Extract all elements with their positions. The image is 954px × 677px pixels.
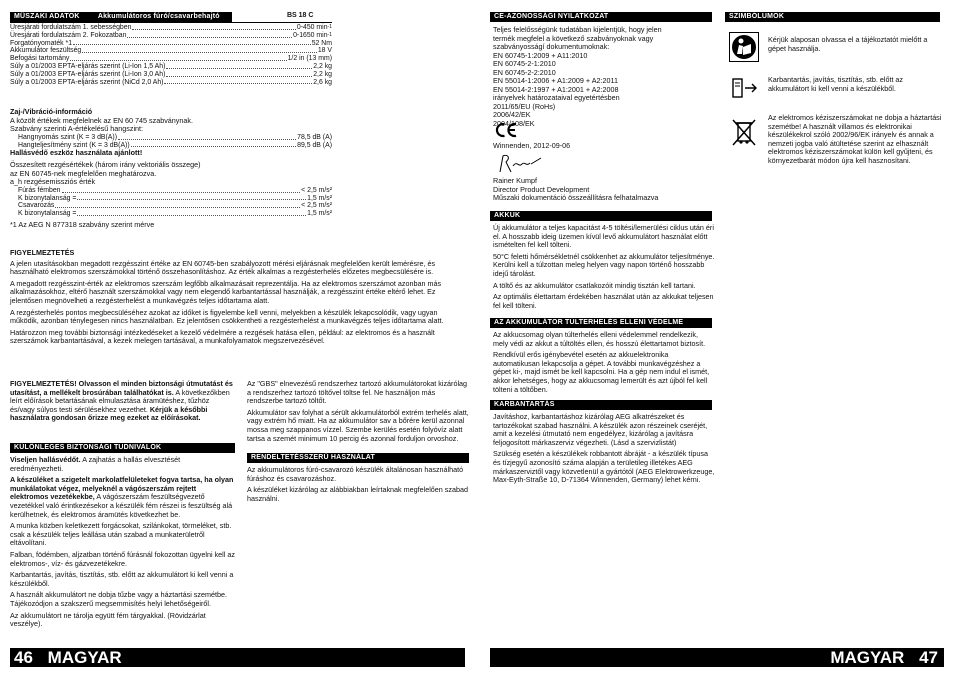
vibration-line-2: az EN 60745-nek megfelelően meghatározva. xyxy=(10,168,157,178)
model-number: BS 18 C xyxy=(287,12,314,19)
remove-battery-icon xyxy=(729,76,759,100)
ce-header: CE-AZONOSSÁGI NYILATKOZAT xyxy=(490,12,712,22)
row-value: 2,6 kg xyxy=(313,78,332,86)
battery-acid: Akkumulátor sav folyhat a sérült akkumulátorból extrém terhelés alatt, vagy extrém hő miatt. Ha az akkumulátor sav a bőrére kerül azonnal mossa meg szappanos vízzel. Szembe kerülés esetén folyóvíz alatt tartsa a szemét minimum 10 percig és azonnal forduljon orvoshoz. xyxy=(247,407,469,443)
ce-line: szabványosságí dokumentumoknak: xyxy=(493,42,610,51)
row-label: Súly a 01/2003 EPTA-eljárás szerint (Li-Ion 3,0 Ah) xyxy=(10,70,166,78)
ce-line: EN 60745-2-2:2010 xyxy=(493,67,556,77)
row-value: 1/2 in (13 mm) xyxy=(287,55,332,63)
product-name: Akkumulátoros fúró/csavarbehajtó xyxy=(97,13,220,20)
signature xyxy=(497,152,547,174)
ce-line: EN 60745-1:2009 + A11:2010 xyxy=(493,50,588,60)
signer-title: Director Product Development xyxy=(493,184,590,194)
overload-section xyxy=(493,331,715,397)
weee-symbol xyxy=(730,118,758,148)
proper-use-1: Az akkumulátoros fúró-csavarozó készülék általánosan használható fúráshoz és csavarozáshoz. xyxy=(247,465,464,483)
row-value: 2,2 kg xyxy=(313,62,332,70)
row-value: 18 V xyxy=(317,47,332,55)
tech-header-rule xyxy=(10,22,332,23)
battery-system-section xyxy=(247,380,469,446)
leader-dots xyxy=(166,63,312,69)
drilling-caution: Falban, födémben, aljzatban történő fúrásnál fokozottan ügyelni kell az elektromos-, víz- és gázvezetékekre. xyxy=(10,549,235,568)
maintenance-section xyxy=(493,413,715,488)
symbols-header: SZIMBÓLUMOK xyxy=(725,12,940,22)
signer-name: Rainer Kumpf xyxy=(493,176,537,185)
ce-mark-icon xyxy=(494,122,518,138)
table-row xyxy=(10,71,332,79)
ce-line: 2006/42/EK xyxy=(493,110,531,119)
signer-authorization: Műszaki dokumentáció összeállításra felhatalmazva xyxy=(493,193,659,203)
read-manual-symbol xyxy=(729,32,759,62)
row-label: Súly a 01/2003 EPTA-eljárás szerint (NiCd 2,0 Ah) xyxy=(10,78,164,86)
noise-line-1: A közölt értékek megfelelnek az EN 60 745 szabványnak. xyxy=(10,115,193,125)
noise-line-2: Szabvány szerinti A-értékelésű hangszint: xyxy=(10,124,144,134)
leader-dots xyxy=(132,24,295,30)
batteries-p4: Az optimális élettartam érdekében használat után az akkukat teljesen fel kell tölteni. xyxy=(493,292,714,310)
proper-use-2: A készüléket kizárólag az alábbiakban leírtaknak megfelelően szabad használni. xyxy=(247,485,468,503)
leader-dots xyxy=(127,32,292,38)
row-value: 1,5 m/s² xyxy=(307,210,332,218)
ce-line: 2004/108/EK xyxy=(493,118,535,128)
right-footer-bar xyxy=(490,648,944,667)
batteries-p3: A töltő és az akkumulátor csatlakozóit mindig tisztán kell tartani. xyxy=(493,280,696,290)
row-value: 2,2 kg xyxy=(313,70,332,78)
ce-line: 2011/65/EU (RoHs) xyxy=(493,101,556,111)
ce-line: termék megfelel a következő szabványoknak vagy xyxy=(493,33,654,43)
safety-intro xyxy=(10,380,235,426)
row-label: Súly a 01/2003 EPTA-eljárás szerint (Li-Ion 1,5 Ah) xyxy=(10,62,166,70)
ce-mark xyxy=(494,122,518,138)
vibration-line-1: Összesített rezgésértékek (három irány vektoriális összege) xyxy=(10,159,201,169)
row-value: 0-450 min xyxy=(296,24,328,31)
tech-data-header xyxy=(10,12,232,22)
row-value: < 2,5 m/s² xyxy=(301,202,332,210)
chips-removal: A munka közben keletkezett forgácsokat, szilánkokat, törmeléket, stb. csak a készülék teljes leállása után szabad a munkaterületről eltávolítani. xyxy=(10,521,232,548)
leader-dots xyxy=(166,71,312,77)
table-row xyxy=(18,210,332,218)
special-safety-header: KÜLÖNLEGES BIZTONSÁGI TUDNIVALÓK xyxy=(10,443,235,453)
proper-use-header: RENDELTETÉSSZERŰ HASZNÁLAT xyxy=(247,453,469,463)
leader-dots xyxy=(55,202,300,208)
table-row xyxy=(18,202,332,210)
row-label: Fúrás fémben xyxy=(18,186,61,194)
insulated-grip-bold: A készüléket a szigetelt markolatfelületeket fogva tartsa, ha olyan munkálatokat végez, melyeknél a vágószerszám rejtett elektromos vezetékekbe, xyxy=(10,475,234,502)
maintenance-p2: Szükség esetén a készülékek robbantott ábráját - a készülék típusa és tízjegyű azonosító száma alapján a területileg illetékes AEG márkaszerviztől vagy közvetlenül a gyártótól (AEG Elektrowerkzeuge, Max-Eyth-Straße 10, D-71364 Winnenden, Germany) lehet kérni. xyxy=(493,449,715,485)
warning-paragraph-3: A rezgésterhelés pontos megbecsüléséhez azokat az időket is figyelembe kell venni, melyekben a készülék lekapcsolódik, vagy ugyan működik, azonban ténylegesen nincs használatban. Ez jelentősen csökkentheti a rezgésterhelést a munkavégzés teljes időtartama alatt. xyxy=(10,307,444,326)
batteries-p1: Új akkumulátor a teljes kapacitást 4-5 töltési/lemerülési ciklus után éri el. A hosszabb ideig üzemen kívül levő akkumulátort használat előtt ismételten fel kell tölteni. xyxy=(493,223,714,250)
warning-paragraph-1: A jelen utasításokban megadott rezgésszint értéke az EN 60745-ben szabályozott mérési eljárásnak megfelelően került lemérésre, és használható elektromos szerszámokkal történő összehasonlításhoz. Az érték alkalmas a rezgésterhelés előzetes megbecsülésére is. xyxy=(10,258,436,277)
row-value: 52 Nm xyxy=(311,39,332,47)
leader-dots xyxy=(77,195,306,201)
symbol-read-manual-text: Kérjük alaposan olvassa el a tájékoztatót mielőtt a gépet használja. xyxy=(768,35,928,53)
remove-battery-symbol xyxy=(729,76,759,100)
remove-battery: Karbantartás, javítás, tisztítás, stb. előtt az akkumulátort ki kell venni a készülékből. xyxy=(10,570,234,588)
table-row xyxy=(10,40,332,48)
symbol-remove-battery-text: Karbantartás, javítás, tisztítás, stb. előtt az akkumulátort ki kell venni a készülékből. xyxy=(768,75,904,93)
overload-header: AZ AKKUMULÁTOR TÚLTERHELÉS ELLENI VÉDELME xyxy=(490,318,712,328)
overload-p2: Rendkívül erős igénybevétel esetén az akkuelektronika automatikusan lekapcsolja a gépet. A további munkavégzéshez a gépet ki-, majd ismét be kell kapcsolni. Ha a gép nem indul el ismét, akkor lehetséges, hogy az akkucsomag lemerült és azt újból fel kell tölteni a töltőben. xyxy=(493,350,710,394)
table-row xyxy=(10,79,332,87)
vibration-line-3: a_h rezgésemissziós érték xyxy=(10,177,96,187)
ce-line: irányelvek határozataival egyetértésben xyxy=(493,93,620,102)
symbol-weee-text: Az elektromos kéziszerszámokat ne dobja a háztartási szemétbe! A használt villamos és elektronikai készülékekrol szóló 2002/96/EK irányelv és annak a nemzeti jogba való átültetése szerint az elhasznált elektromos kéziszerszámokat külön kell gyűjteni, és környezetbarát módon újra kell hasznosítani. xyxy=(768,113,942,165)
table-row xyxy=(10,47,332,55)
read-manual-icon xyxy=(730,33,758,61)
left-page-number: 46 xyxy=(14,648,33,667)
row-label: Üresjárati fordulatszám 2. Fokozatban xyxy=(10,31,127,39)
table-row xyxy=(18,134,332,142)
warning-paragraph-4: Határozzon meg további biztonsági intézkedéseket a kezelő védelmére a rezgések hatása ellen, például: az elektromos és a használt szerszámok karbantartásával, a kezek melegen tartásával, a munkafolyamatok megszervezésével. xyxy=(10,327,435,346)
hearing-protection-text: A zajhatás a hallás elvesztését eredményezheti. xyxy=(10,455,181,473)
right-page-number: 47 xyxy=(919,648,938,667)
right-language: MAGYAR xyxy=(830,648,905,667)
ear-protection-warning: Hallásvédő eszköz használata ajánlott! xyxy=(10,148,143,158)
batteries-section xyxy=(493,224,715,313)
maintenance-header: KARBANTARTÁS xyxy=(490,400,712,410)
insulated-grip-text: A vágószerszám feszültségvezető vezetékkel való érintkezésekor a készülék fém részei is feszültség alá kerülhetnek, és elektromos áramütés következhet be. xyxy=(10,492,233,519)
noise-title: Zaj-/Vibráció-információ xyxy=(10,107,93,116)
special-safety-section xyxy=(10,456,235,632)
signature-icon xyxy=(497,152,547,174)
row-value: < 2,5 m/s² xyxy=(301,186,332,194)
unit-superscript: -1 xyxy=(327,24,332,30)
row-value: 1,5 m/s² xyxy=(307,194,332,202)
leader-dots xyxy=(73,40,311,46)
table-row xyxy=(10,55,332,63)
row-label: Forgatónyomaték *1 xyxy=(10,39,73,47)
vibration-warning-section xyxy=(10,249,465,349)
proper-use-section xyxy=(247,466,469,506)
vibration-rows xyxy=(10,187,332,218)
warning-title: FIGYELMEZTETÉS xyxy=(10,248,75,257)
tech-data-title: MŰSZAKI ADATOK xyxy=(14,13,80,20)
leader-dots xyxy=(70,55,286,61)
table-row xyxy=(10,24,332,32)
hearing-protection-bold: Viseljen hallásvédőt. xyxy=(10,455,81,464)
row-label: Hangnyomás szint (K = 3 dB(A)) xyxy=(18,133,117,141)
leader-dots xyxy=(131,142,297,148)
leader-dots xyxy=(82,47,317,53)
row-label: Üresjárati fordulatszám 1. sebességben xyxy=(10,24,132,31)
table-row xyxy=(18,195,332,203)
right-page xyxy=(477,0,954,677)
row-value: 89,5 dB (A) xyxy=(297,141,332,149)
warning-paragraph-2: A megadott rezgésszint-érték az elektromos szerszám legfőbb alkalmazásait reprezentálja. Ha az elektromos szerszámot azonban más alkalmazásokhoz, eltérő használt szerszámokkal vagy nem elegendő karbantartással használják, a rezgésszint értéke eltérő lehet. Ez jelentősen megnövelheti a rezgésterhelést a munkavégzés teljes időtartama alatt. xyxy=(10,278,442,305)
table-row xyxy=(10,63,332,71)
crossed-bin-icon xyxy=(730,118,758,148)
signer-block xyxy=(493,177,718,203)
left-footer-bar xyxy=(10,648,465,667)
ce-line: EN 55014-1:2006 + A1:2009 + A2:2011 xyxy=(493,76,618,85)
row-label: Csavarozás xyxy=(18,202,55,210)
ce-declaration xyxy=(493,26,713,128)
leader-dots xyxy=(164,79,312,85)
place-date: Winnenden, 2012-09-06 xyxy=(493,141,571,150)
leader-dots xyxy=(118,134,296,140)
noise-section xyxy=(10,108,332,218)
row-label: Hangteljesítmény szint (K = 3 dB(A)) xyxy=(18,141,130,149)
safety-warning-bold: FIGYELMEZTETÉS! Olvasson el minden biztonsági útmutatást és utasítást, a mellékelt brosúrában találhatókat is. xyxy=(10,379,233,397)
batteries-p2: 50°C feletti hőmérsékletnél csökkenhet az akkumulátor teljesítménye. Kerülni kell a túlzottan meleg helyen vagy napon történő hosszabb idejű tárolást. xyxy=(493,251,715,278)
battery-storage: Az akkumulátort ne tárolja együtt fém tárgyakkal. (Rövidzárlat veszélye). xyxy=(10,610,206,629)
row-label: Akkumulátor feszültség xyxy=(10,47,82,55)
table-row xyxy=(18,187,332,195)
row-value: 78,5 dB (A) xyxy=(297,133,332,141)
gbs-charger: Az "GBS" elnevezésű rendszerhez tartozó akkumulátorokat kizárólag a rendszerhez tartozó töltővel töltse fel. Ne használjon más rendszerbe tartozó töltőt. xyxy=(247,379,468,406)
row-value: 0-1650 min xyxy=(293,31,328,39)
row-label: Befogási tartomány xyxy=(10,55,70,63)
safety-warning-text: A következőkben leírt előírások betartásának elmulasztása áramütéshez, tűzhöz és/vagy súlyos testi sérülésekhez vezethet. xyxy=(10,387,230,414)
row-label: K bizonytalanság = xyxy=(18,194,77,202)
noise-rows xyxy=(10,134,332,150)
row-label: K bizonytalanság = xyxy=(18,210,77,218)
safety-keep-instructions: Kérjük a későbbi használatra gondosan őrizze meg ezeket az előírásokat. xyxy=(10,404,208,423)
leader-dots xyxy=(77,210,306,216)
ce-line: Teljes felelősségünk tudatában kijelentjük, hogy jelen xyxy=(493,25,662,34)
unit-superscript: -1 xyxy=(327,31,332,38)
overload-p1: Az akkucsomag olyan túlterhelés elleni védelemmel rendelkezik, mely védi az akkut a túltöltés ellen, és hosszú élettartamot biztosít. xyxy=(493,330,706,348)
maintenance-p1: Javításhoz, karbantartáshoz kizárólag AEG alkatrészeket és tartozékokat szabad használni. A készülék azon részeinek cseréjét, amit a kezelési útmutató nem engedélyez, kizárólag a javításra feljogosított márkaszerviz végezheti. (Lásd a szervizlistát) xyxy=(493,412,708,447)
footnote: *1 Az AEG N 877318 szabvány szerint mérve xyxy=(10,220,155,229)
leader-dots xyxy=(62,187,301,193)
ce-line: EN 60745-2-1:2010 xyxy=(493,59,556,68)
left-language: MAGYAR xyxy=(47,648,122,667)
table-row xyxy=(10,32,332,40)
batteries-header: AKKUK xyxy=(490,211,712,221)
spec-table xyxy=(10,24,332,86)
battery-disposal: A használt akkumulátort ne dobja tűzbe vagy a háztartási szemétbe. Tájékozódjon a szakszerű megsemmisítés helyi lehetőségeiről. xyxy=(10,590,227,608)
ce-line: EN 55014-2:1997 + A1:2001 + A2:2008 xyxy=(493,84,619,94)
